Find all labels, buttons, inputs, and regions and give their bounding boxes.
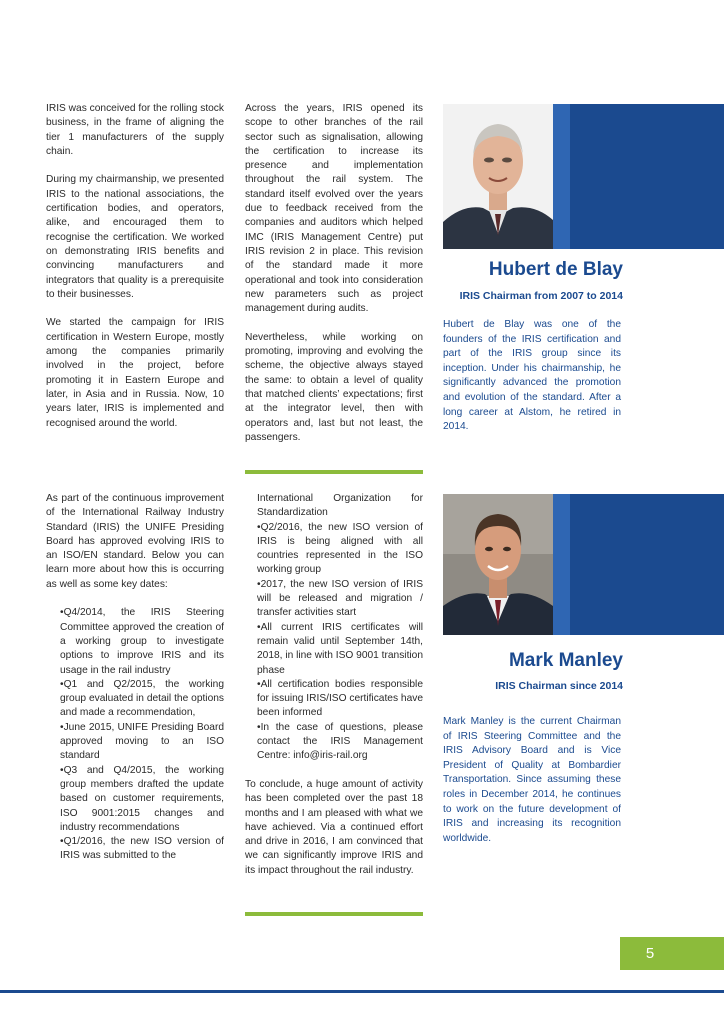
list-item: • June 2015, UNIFE Presiding Board approved moving to an ISO standard xyxy=(60,721,224,764)
person-photo-icon xyxy=(443,494,553,635)
profile-bio: Hubert de Blay was one of the founders of the IRIS certification and part of the IRIS group since its inception. Under his chairmanship, he significantly advanced the promotion and evolution of the standard. After a long career at Alstom, he retired in 2014. xyxy=(443,319,621,433)
paragraph: During my chairmanship, we presented IRIS to the national associations, the certification bodies, and operators, alike, and encouraged them to recognise the certification. We worked on demonstrating IRIS benefits and convincing manufacturers and integrators that quality is a prerequisite to their businesses. xyxy=(46,174,224,300)
footer-rule xyxy=(0,990,724,993)
portrait-mark-manley xyxy=(443,494,553,635)
article-column-4 xyxy=(245,492,423,878)
person-photo-icon xyxy=(443,104,553,249)
profile-name: Mark Manley xyxy=(508,650,623,671)
key-dates-list-continued xyxy=(245,492,423,521)
paragraph: To conclude, a huge amount of activity has been completed over the past 18 months and I am pleased with what we have achieved. Via a continued effort and drive in 2016, I am convinced that we can significantly improve IRIS and its impact throughout the rail industry. xyxy=(245,778,423,876)
list-item-continued: International Organization for Standardization xyxy=(257,493,423,519)
portrait-hubert-de-blay xyxy=(443,104,553,249)
section-divider xyxy=(245,912,423,916)
article-column-3 xyxy=(46,492,224,864)
list-item: • Q4/2014, the IRIS Steering Committee approved the creation of a working group to investigate options to improve IRIS and its usage in the rail industry xyxy=(60,606,224,677)
paragraph: IRIS was conceived for the rolling stock business, in the frame of aligning the tier 1 manufacturers of the supply chain. xyxy=(46,103,224,157)
paragraph: We started the campaign for IRIS certification in Western Europe, mostly among the companies primarily involved in the project, before promoting it in Eastern Europe and later, in Asia and in Russia. Now, 10 years later, IRIS is implemented and recognised around the world. xyxy=(46,317,224,429)
page-number: 5 xyxy=(645,945,655,962)
key-dates-list xyxy=(46,606,224,863)
paragraph: Nevertheless, while working on promoting, improving and evolving the scheme, the objective always stayed the same: to obtain a level of quality that matched clients’ expectations; first at the integrator level, then with operators and, last but not least, the passengers. xyxy=(245,331,423,443)
key-dates-list xyxy=(245,521,423,764)
accent-block xyxy=(553,494,570,635)
article-column-2 xyxy=(245,102,423,445)
list-item: • Q1 and Q2/2015, the working group evaluated in detail the options and made a recommendation, xyxy=(60,678,224,721)
list-item: • 2017, the new ISO version of IRIS will be released and migration / transfer activities start xyxy=(257,578,423,621)
list-item: • Q3 and Q4/2015, the working group members drafted the update based on customer requirements, ISO 9001:2015 changes and industry recommendations xyxy=(60,764,224,835)
list-item: • All current IRIS certificates will remain valid until September 14th, 2018, in line with ISO 9001 transition phase xyxy=(257,621,423,678)
profile-role: IRIS Chairman from 2007 to 2014 xyxy=(459,290,623,302)
profile-name: Hubert de Blay xyxy=(488,259,623,280)
list-item: • All certification bodies responsible for issuing IRIS/ISO certificates have been informed xyxy=(257,678,423,721)
accent-block xyxy=(553,104,570,249)
paragraph: Across the years, IRIS opened its scope to other branches of the rail sector such as signalisation, allowing the certification to increase its presence and implementation throughout the rail system. The standard itself evolved over the years due to feedback received from the companies and auditors which helped IMC (IRIS Management Centre) put IRIS revision 2 in place. This revision of the standard made it more operational and took into consideration new parameters such as project management during audits. xyxy=(245,103,423,315)
list-item: • Q1/2016, the new ISO version of IRIS was submitted to the xyxy=(60,835,224,864)
list-item: • Q2/2016, the new ISO version of IRIS is being aligned with all countries represented in the ISO working group xyxy=(257,521,423,578)
paragraph: As part of the continuous improvement of the International Railway Industry Standard (IRIS) the UNIFE Presiding Board has approved evolving IRIS to an ISO/EN standard. Below you can learn more about how this is occurring as well as some key dates: xyxy=(46,493,224,590)
list-item: • In the case of questions, please contact the IRIS Management Centre: info@iris-rail.org xyxy=(257,721,423,764)
profile-role: IRIS Chairman since 2014 xyxy=(495,680,623,692)
profile-bio: Mark Manley is the current Chairman of IRIS Steering Committee and the IRIS Advisory Board and is Vice President of Quality at Bombardier Transportation. Since assuming these roles in December 2014, he continues to work on the future development of IRIS and increasing its recognition worldwide. xyxy=(443,716,621,844)
accent-block xyxy=(570,104,724,249)
section-divider xyxy=(245,470,423,474)
article-column-1 xyxy=(46,102,224,431)
accent-block xyxy=(570,494,724,635)
